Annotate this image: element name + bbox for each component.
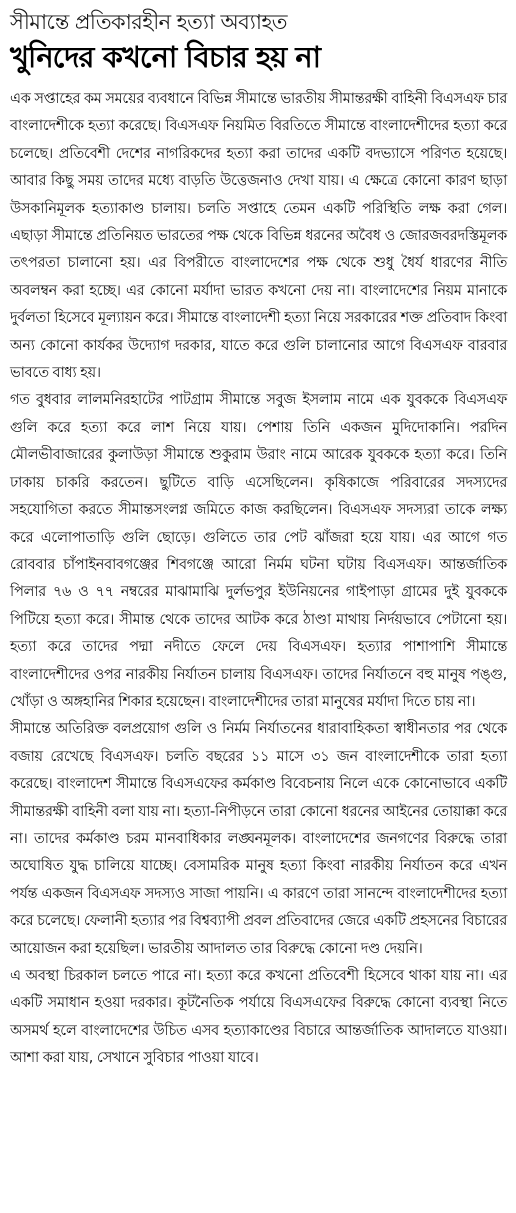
article-paragraph-2: গত বুধবার লালমনিরহাটের পাটগ্রাম সীমান্তে সবুজ ইসলাম নামে এক যুবককে বিএসএফ গুলি করে হত্যা করে লাশ নিয়ে যায়। পেশায় তিনি একজন মুদিদোকানি। পরদিন মৌলভীবাজারের কুলাউড়া সীমান্তে শুকুরাম উরাং নামে আরেক যুবককে হত্যা করে। তিনি ঢাকায় চাকরি করতেন। ছুটিতে বাড়ি এসেছিলেন। কৃষিকাজে পরিবারের সদস্যদের সহযোগিতা করতে সীমান্তসংলগ্ন জমিতে কাজ করছিলেন। বিএসএফ সদস্যরা তাকে লক্ষ্য করে এলোপাতাড়ি গুলি ছোড়ে। গুলিতে তার পেট ঝাঁজরা হয়ে যায়। এর আগে গত রোববার চাঁপাইনবাবগঞ্জের শিবগঞ্জে আরো নির্মম ঘটনা ঘটায় বিএসএফ। আন্তর্জাতিক পিলার ৭৬ ও ৭৭ নম্বরের মাঝামাঝি দুর্লভপুর ইউনিয়নের গাইপাড়া গ্রামের দুই যুবককে পিটিয়ে হত্যা করে। সীমান্ত থেকে তাদের আটক করে ঠাণ্ডা মাথায় নির্দয়ভাবে পেটানো হয়। হত্যা করে তাদের পদ্মা নদীতে ফেলে দেয় বিএসএফ। হত্যার পাশাপাশি সীমান্তে বাংলাদেশীদের ওপর নারকীয় নির্যাতন চালায় বিএসএফ। তাদের নির্যাতনে বহু মানুষ পঙ্গু, খোঁড়া ও অঙ্গহানির শিকার হয়েছেন। বাংলাদেশীদের তারা মানুষের মর্যাদা দিতে চায় না। (10, 392, 507, 710)
article-body (10, 86, 507, 1073)
article-paragraph-4: এ অবস্থা চিরকাল চলতে পারে না। হত্যা করে কখনো প্রতিবেশী হিসেবে থাকা যায় না। এর একটি সমাধান হওয়া দরকার। কূটনৈতিক পর্যায়ে বিএসএফের বিরুদ্ধে কোনো ব্যবস্থা নিতে অসমর্থ হলে বাংলাদেশের উচিত এসব হত্যাকাণ্ডের বিচারে আন্তর্জাতিক আদালতে যাওয়া। আশা করা যায়, সেখানে সুবিচার পাওয়া যাবে। (10, 968, 507, 1067)
article-paragraph-3: সীমান্তে অতিরিক্ত বলপ্রয়োগ গুলি ও নির্মম নির্যাতনের ধারাবাহিকতা স্বাধীনতার পর থেকে বজায় রেখেছে বিএসএফ। চলতি বছরের ১১ মাসে ৩১ জন বাংলাদেশীকে তারা হত্যা করেছে। বাংলাদেশ সীমান্তে বিএসএফের কর্মকাণ্ড বিবেচনায় নিলে একে কোনোভাবে একটি সীমান্তরক্ষী বাহিনী বলা যায় না। হত্যা-নিপীড়নে তারা কোনো ধরনের আইনের তোয়াক্কা করে না। তাদের কর্মকাণ্ড চরম মানবাধিকার লঙ্ঘনমূলক। বাংলাদেশের জনগণের বিরুদ্ধে তারা অঘোষিত যুদ্ধ চালিয়ে যাচ্ছে। বেসামরিক মানুষ হত্যা কিংবা নারকীয় নির্যাতন করে এখন পর্যন্ত একজন বিএসএফ সদস্যও সাজা পায়নি। এ কারণে তারা সানন্দে বাংলাদেশীদের হত্যা করে চলেছে। ফেলানী হত্যার পর বিশ্বব্যাপী প্রবল প্রতিবাদের জেরে একটি প্রহসনের বিচারের আয়োজন করা হয়েছিল। ভারতীয় আদালত তার বিরুদ্ধে কোনো দণ্ড দেয়নি। (10, 721, 507, 957)
article-headline: খুনিদের কখনো বিচার হয় না (10, 40, 321, 74)
article-kicker: সীমান্তে প্রতিকারহীন হত্যা অব্যাহত (10, 10, 287, 34)
article-paragraph-1: এক সপ্তাহের কম সময়ের ব্যবধানে বিভিন্ন সীমান্তে ভারতীয় সীমান্তরক্ষী বাহিনী বিএসএফ চার বাংলাদেশীকে হত্যা করেছে। বিএসএফ নিয়মিত বিরতিতে সীমান্তে বাংলাদেশীদের হত্যা করে চলেছে। প্রতিবেশী দেশের নাগরিকদের হত্যা করা তাদের একটি বদভ্যাসে পরিণত হয়েছে। আবার কিছু সময় তাদের মধ্যে বাড়তি উত্তেজনাও দেখা যায়। এ ক্ষেত্রে কোনো কারণ ছাড়া উসকানিমূলক হত্যাকাণ্ড চালায়। চলতি সপ্তাহে তেমন একটি পরিস্থিতি লক্ষ করা গেল। এছাড়া সীমান্তে প্রতিনিয়ত ভারতের পক্ষ থেকে বিভিন্ন ধরনের অবৈধ ও জোরজবরদস্তিমূলক তৎপরতা চালানো হয়। এর বিপরীতে বাংলাদেশের পক্ষ থেকে শুধু ধৈর্য ধারণের নীতি অবলম্বন করা হচ্ছে। এর কোনো মর্যাদা ভারত কখনো দেয় না। বাংলাদেশের নিয়ম মানাকে দুর্বলতা হিসেবে মূল্যায়ন করে। সীমান্তে বাংলাদেশী হত্যা নিয়ে সরকারের শক্ত প্রতিবাদ কিংবা অন্য কোনো কার্যকর উদ্যোগ দরকার, যাতে করে গুলি চালানোর আগে বিএসএফ বারবার ভাবতে বাধ্য হয়। (10, 91, 507, 382)
